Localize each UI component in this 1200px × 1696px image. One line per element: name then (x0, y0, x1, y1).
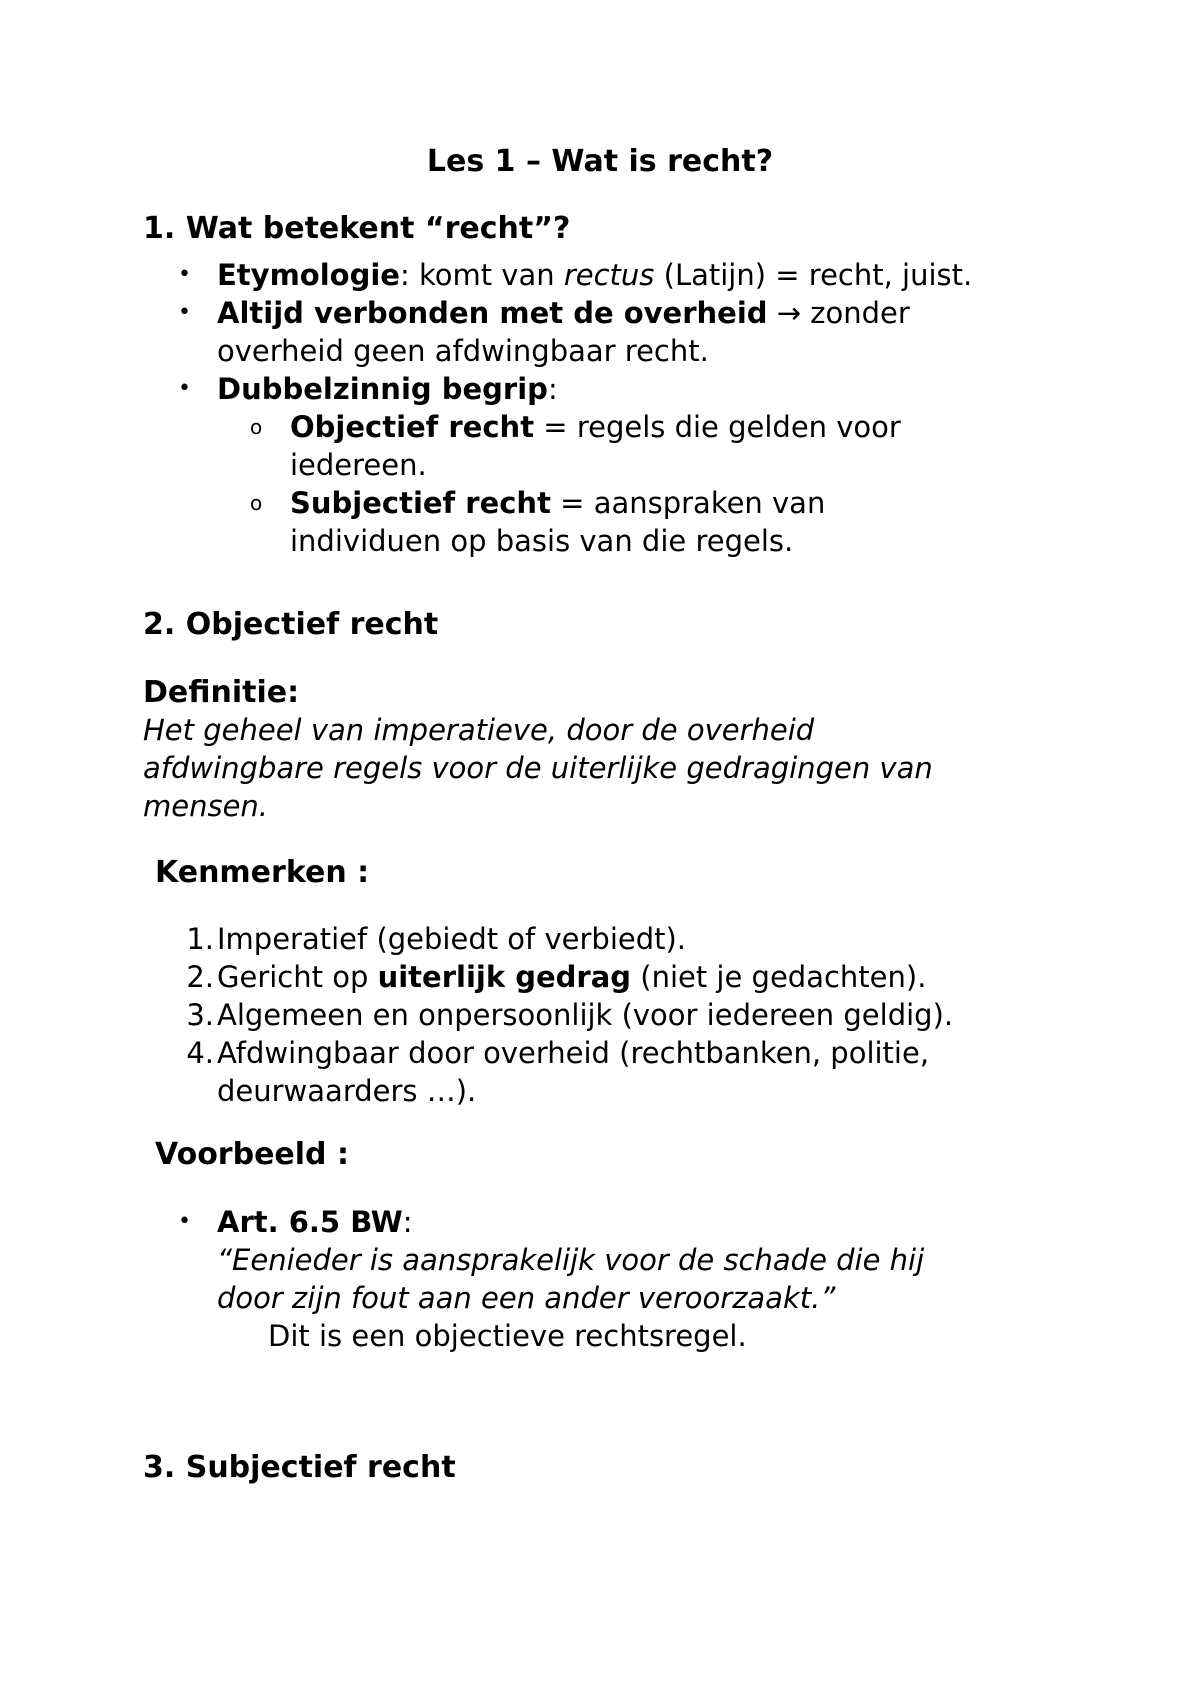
definitie-label: Definitie: (143, 675, 300, 710)
etymology-sep: : komt van (399, 258, 564, 292)
bullet-icon: • (178, 300, 191, 325)
dubbel-rest: : (547, 372, 558, 406)
etymology-latin: rectus (563, 258, 655, 292)
bullet-icon: • (178, 1209, 191, 1234)
sub-bullet-icon: o (250, 415, 263, 439)
definitie-line: afdwingbare regels voor de uiterlijke gedragingen van (143, 751, 933, 785)
kenmerk-text: (niet je gedachten). (631, 960, 927, 994)
quote-line: door zijn fout aan een ander veroorzaakt.” (217, 1281, 836, 1315)
article-sep: : (402, 1205, 413, 1239)
dubbel-item (217, 370, 1077, 408)
subjectief-item (290, 484, 1010, 560)
etymology-item (217, 256, 1077, 294)
list-number: 1. (186, 922, 214, 956)
definitie-text (143, 711, 933, 825)
section-1-heading: 1. Wat betekent “recht”? (143, 211, 571, 246)
subjectief-rest: = aanspraken van (550, 486, 826, 520)
etymology-term: Etymologie (217, 258, 400, 292)
list-number: 2. (186, 960, 214, 994)
kenmerk-item-3 (217, 996, 1077, 1034)
kenmerk-emphasis: uiterlijk gedrag (377, 960, 632, 994)
kenmerk-text: deurwaarders …). (217, 1074, 477, 1108)
overheid-term: Altijd verbonden met de overheid (217, 296, 768, 330)
overheid-rest: → zonder (767, 296, 910, 330)
page-title: Les 1 – Wat is recht? (426, 144, 774, 179)
objectief-rest: = regels die gelden voor (534, 410, 901, 444)
kenmerk-item-4 (217, 1034, 1077, 1110)
bullet-icon: • (178, 376, 191, 401)
kenmerk-text: Gericht op (217, 960, 378, 994)
list-number: 4. (186, 1036, 214, 1070)
list-number: 3. (186, 998, 214, 1032)
quote-line: “Eenieder is aansprakelijk voor de schade die hij (217, 1243, 925, 1277)
kenmerk-text: Imperatief (gebiedt of verbiedt). (217, 922, 687, 956)
definitie-line: mensen. (143, 789, 269, 823)
objectief-term: Objectief recht (290, 410, 535, 444)
kenmerken-label: Kenmerken : (155, 855, 370, 890)
definitie-line: Het geheel van imperatieve, door de overheid (143, 713, 815, 747)
subjectief-term: Subjectief recht (290, 486, 551, 520)
voorbeeld-item (217, 1203, 1077, 1355)
bullet-icon: • (178, 262, 191, 287)
kenmerk-item-1 (217, 920, 1077, 958)
voorbeeld-note: Dit is een objectieve rechtsregel. (268, 1319, 747, 1353)
overheid-item (217, 294, 1077, 370)
subjectief-line2: individuen op basis van die regels. (290, 524, 794, 558)
objectief-item (290, 408, 1010, 484)
voorbeeld-label: Voorbeeld : (155, 1137, 349, 1172)
kenmerk-text: Afdwingbaar door overheid (rechtbanken, politie, (217, 1036, 930, 1070)
kenmerk-text: Algemeen en onpersoonlijk (voor iedereen geldig). (217, 998, 954, 1032)
dubbel-term: Dubbelzinnig begrip (217, 372, 548, 406)
sub-bullet-icon: o (250, 491, 263, 515)
etymology-rest: (Latijn) = recht, juist. (654, 258, 973, 292)
section-2-heading: 2. Objectief recht (143, 607, 439, 642)
objectief-line2: iedereen. (290, 448, 427, 482)
overheid-line2: overheid geen afdwingbaar recht. (217, 334, 709, 368)
article-ref: Art. 6.5 BW (217, 1205, 403, 1239)
kenmerk-item-2 (217, 958, 1077, 996)
section-3-heading: 3. Subjectief recht (143, 1450, 456, 1485)
